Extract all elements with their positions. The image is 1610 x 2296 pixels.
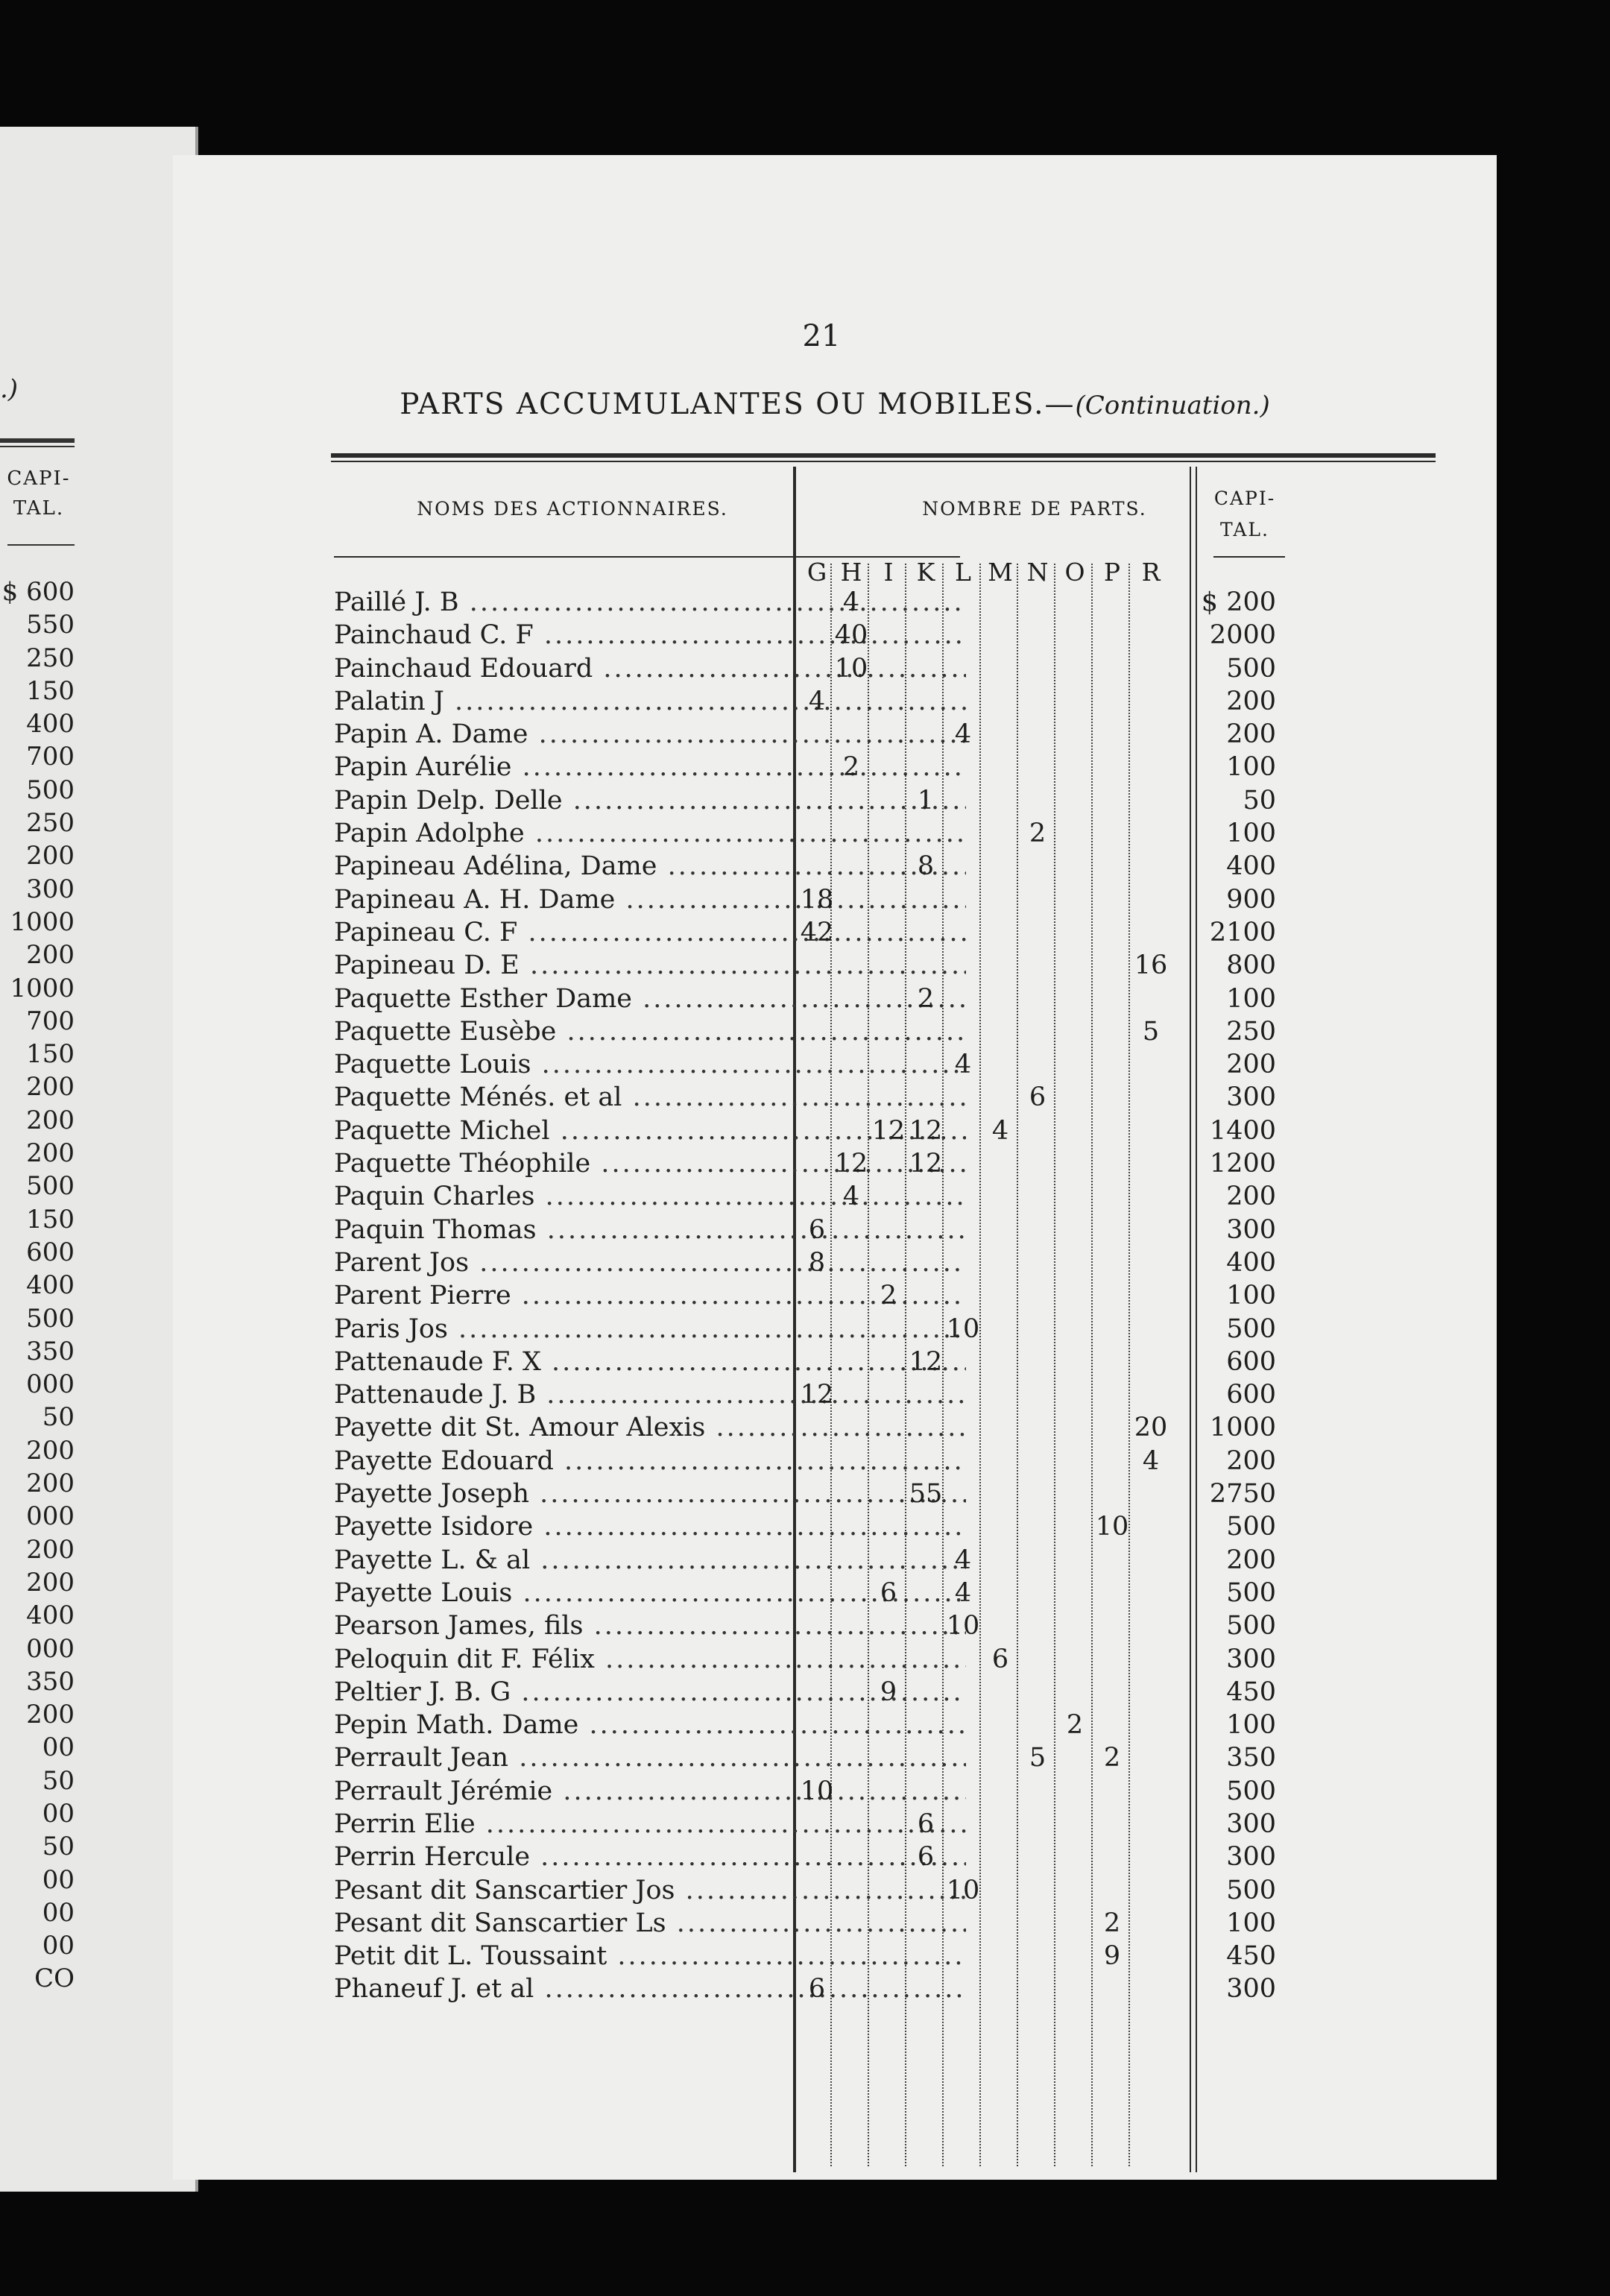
shareholder-row <box>173 1246 1497 1279</box>
previous-page-capital-value: 200 <box>26 1435 75 1466</box>
shareholder-name: Paquin Thomas ..... <box>334 1214 966 1246</box>
capital-amount: 500 <box>1226 1577 1276 1608</box>
shareholder-name: Papin Aurélie ..... <box>334 751 966 783</box>
previous-page-capital-value: 250 <box>26 643 75 673</box>
capital-amount: 200 <box>1226 1182 1276 1212</box>
capital-amount: 350 <box>1226 1743 1276 1773</box>
column-letter-k: K <box>916 558 935 587</box>
shareholder-name: Papineau D. E ..... <box>334 949 966 982</box>
shareholder-name: Petit dit L. Toussaint ..... <box>334 1940 966 1972</box>
capital-amount: 800 <box>1226 950 1276 981</box>
capital-amount: 400 <box>1226 1247 1276 1278</box>
shareholder-name: Paquette Théophile ..... <box>334 1147 966 1180</box>
column-letter-r: R <box>1141 558 1161 587</box>
page-title <box>173 388 1497 421</box>
share-count-o: 2 <box>1066 1710 1084 1741</box>
title-thick-rule <box>331 453 1436 458</box>
shareholder-row <box>173 1313 1497 1346</box>
shareholder-name: Parent Jos ..... <box>334 1246 966 1279</box>
shareholder-name: Papineau Adélina, Dame ..... <box>334 850 966 883</box>
shareholder-name: Painchaud C. F ..... <box>334 619 966 652</box>
shareholder-name: Paquette Esther Dame ..... <box>334 983 966 1015</box>
shareholder-row <box>173 1874 1497 1907</box>
capital-amount: 100 <box>1226 819 1276 849</box>
previous-page-capital-value: $ 600 <box>1 577 75 607</box>
share-count-g: 6 <box>808 1214 826 1245</box>
capital-amount: 450 <box>1226 1941 1276 1972</box>
shareholder-name: Paquette Michel ..... <box>334 1114 966 1147</box>
share-count-h: 12 <box>834 1149 868 1179</box>
share-count-n: 2 <box>1029 819 1046 849</box>
share-count-r: 16 <box>1134 950 1168 981</box>
share-count-n: 5 <box>1029 1743 1046 1773</box>
previous-page-capital-value: 400 <box>26 1270 75 1301</box>
shareholder-name: Perrault Jean ..... <box>334 1741 966 1774</box>
capital-amount: 300 <box>1226 1082 1276 1113</box>
names-header: NOMS DES ACTIONNAIRES. <box>417 498 728 520</box>
previous-page-capital-value: 350 <box>26 1336 75 1366</box>
previous-page-capital-value: 000 <box>26 1369 75 1400</box>
share-count-i: 9 <box>880 1677 897 1707</box>
shareholder-name: Payette Edouard ..... <box>334 1445 966 1477</box>
shareholder-row <box>173 1048 1497 1081</box>
previous-page-capital-value: 200 <box>26 1072 75 1103</box>
shareholder-name: Pesant dit Sanscartier Jos ..... <box>334 1874 966 1907</box>
shareholder-row <box>173 718 1497 751</box>
previous-page-capital-value: 500 <box>26 1171 75 1202</box>
previous-page-capital-value: 200 <box>26 1567 75 1598</box>
shareholder-name: Pesant dit Sanscartier Ls ..... <box>334 1907 966 1940</box>
title-main: PARTS ACCUMULANTES OU MOBILES.— <box>400 388 1076 421</box>
capital-amount: 400 <box>1226 851 1276 882</box>
shareholder-row <box>173 1709 1497 1741</box>
capital-amount: 50 <box>1243 785 1276 816</box>
share-count-h: 4 <box>842 587 860 617</box>
shareholder-name: Phaneuf J. et al ..... <box>334 1972 966 2005</box>
previous-page-capital-value: 600 <box>26 1237 75 1267</box>
shareholder-row <box>173 751 1497 783</box>
shareholder-name: Paquin Charles ..... <box>334 1180 966 1213</box>
capital-amount: 1200 <box>1209 1149 1276 1179</box>
capital-amount: 500 <box>1226 1875 1276 1905</box>
shareholder-row <box>173 1081 1497 1114</box>
shareholder-name: Papin Adolphe ..... <box>334 817 966 850</box>
shareholder-row <box>173 1577 1497 1609</box>
capital-header: CAPI- TAL. <box>1213 488 1276 540</box>
capital-amount: 300 <box>1226 1214 1276 1245</box>
shareholder-name: Payette dit St. Amour Alexis ..... <box>334 1411 966 1444</box>
shareholder-row <box>173 1147 1497 1180</box>
previous-page-capital-value: 200 <box>26 940 75 971</box>
shareholder-row <box>173 1907 1497 1940</box>
share-count-g: 12 <box>800 1380 834 1410</box>
shareholder-name: Papin A. Dame ..... <box>334 718 966 751</box>
shareholder-row <box>173 652 1497 685</box>
capital-amount: 500 <box>1226 1611 1276 1641</box>
capital-amount: 100 <box>1226 752 1276 783</box>
capital-amount: 100 <box>1226 1908 1276 1938</box>
share-count-l: 4 <box>954 1050 972 1080</box>
previous-page-capital-value: CO <box>34 1964 75 1994</box>
shareholder-row <box>173 1477 1497 1510</box>
previous-page-capital-value: 000 <box>26 1501 75 1532</box>
share-count-n: 6 <box>1029 1082 1046 1113</box>
share-count-k: 8 <box>917 851 935 882</box>
previous-page-capital-value: 50 <box>42 1402 75 1433</box>
previous-page-capital-value: 00 <box>42 1798 75 1829</box>
share-count-g: 6 <box>808 1974 826 2005</box>
previous-page-capital-value: 250 <box>26 808 75 839</box>
shareholder-name: Pattenaude J. B ..... <box>334 1378 966 1411</box>
previous-page-capital-value: 50 <box>42 1765 75 1796</box>
share-count-l: 10 <box>946 1875 980 1905</box>
previous-page-capital-value: 300 <box>26 874 75 904</box>
share-count-p: 10 <box>1095 1512 1129 1542</box>
share-count-k: 6 <box>917 1808 935 1839</box>
previous-page-capital-value: 400 <box>26 1600 75 1631</box>
shareholder-name: Pepin Math. Dame ..... <box>334 1709 966 1741</box>
previous-page-capital-value: 200 <box>26 1105 75 1135</box>
share-count-r: 20 <box>1134 1413 1168 1443</box>
shareholder-row <box>173 1214 1497 1246</box>
previous-page-capital-value: 000 <box>26 1633 75 1664</box>
shareholder-row <box>173 1741 1497 1774</box>
shareholder-row <box>173 784 1497 817</box>
previous-page-capital-value: 1000 <box>10 973 75 1003</box>
previous-page-capital-value: 200 <box>26 1534 75 1565</box>
previous-page-capital-value: 00 <box>42 1897 75 1928</box>
capital-amount: 300 <box>1226 1974 1276 2005</box>
capital-amount: 2750 <box>1209 1479 1276 1510</box>
previous-page-capital-value: 50 <box>42 1832 75 1862</box>
capital-amount: 500 <box>1226 1512 1276 1542</box>
shareholder-name: Pattenaude F. X ..... <box>334 1346 966 1378</box>
title-thin-rule <box>331 461 1436 462</box>
share-count-r: 5 <box>1142 1016 1160 1047</box>
shareholder-name: Parent Pierre ..... <box>334 1279 966 1312</box>
share-count-l: 4 <box>954 719 972 750</box>
share-count-k: 55 <box>909 1479 943 1510</box>
shareholder-row <box>173 1279 1497 1312</box>
previous-page-top-rule <box>0 438 75 443</box>
capital-amount: 300 <box>1226 1842 1276 1873</box>
previous-page-capital-value: 400 <box>26 709 75 739</box>
shareholder-name: Payette Joseph ..... <box>334 1477 966 1510</box>
capital-amount: 600 <box>1226 1380 1276 1410</box>
previous-page-fragment <box>0 127 198 2192</box>
previous-page-capital-value: 200 <box>26 1700 75 1730</box>
previous-page-capital-value: 500 <box>26 775 75 805</box>
share-count-k: 12 <box>909 1149 943 1179</box>
shareholder-name: Payette L. & al ..... <box>334 1544 966 1577</box>
shareholder-row <box>173 1114 1497 1147</box>
column-letter-o: O <box>1064 558 1085 587</box>
shareholder-row <box>173 883 1497 916</box>
column-letter-g: G <box>806 558 827 587</box>
column-letter-h: H <box>840 558 862 587</box>
previous-page-capital-value: 550 <box>26 610 75 640</box>
shareholder-row <box>173 1180 1497 1213</box>
shareholder-name: Paquette Eusèbe ..... <box>334 1015 966 1048</box>
capital-amount: 100 <box>1226 1710 1276 1741</box>
share-count-k: 2 <box>917 983 935 1014</box>
shareholder-name: Papin Delp. Delle ..... <box>334 784 966 817</box>
shares-header: NOMBRE DE PARTS. <box>922 498 1147 520</box>
capital-amount: 1400 <box>1209 1115 1276 1146</box>
shareholder-row <box>173 1676 1497 1709</box>
capital-amount: 200 <box>1226 1445 1276 1476</box>
shareholder-name: Peltier J. B. G ..... <box>334 1676 966 1709</box>
previous-page-capital-value: 150 <box>26 675 75 706</box>
previous-page-capital-value: 200 <box>26 841 75 871</box>
share-count-m: 6 <box>991 1644 1009 1674</box>
previous-page-edge-mark: .) <box>0 374 19 404</box>
shareholder-name: Perrault Jérémie ..... <box>334 1775 966 1808</box>
share-count-r: 4 <box>1142 1445 1160 1476</box>
share-count-g: 18 <box>800 884 834 915</box>
shareholder-row <box>173 1346 1497 1378</box>
previous-page-capital-value: 200 <box>26 1138 75 1169</box>
previous-page-capital-value: 500 <box>26 1303 75 1334</box>
shareholder-row <box>173 1643 1497 1676</box>
capital-amount: 200 <box>1226 719 1276 750</box>
capital-amount: 300 <box>1226 1644 1276 1674</box>
shareholder-row <box>173 586 1497 619</box>
capital-amount: 450 <box>1226 1677 1276 1707</box>
shareholder-row <box>173 619 1497 652</box>
shareholder-name: Papineau A. H. Dame ..... <box>334 883 966 916</box>
share-count-h: 40 <box>834 620 868 651</box>
capital-amount: $ 200 <box>1201 587 1276 617</box>
shareholder-row <box>173 1378 1497 1411</box>
previous-page-capital-value: 150 <box>26 1204 75 1234</box>
previous-page-capital-values <box>0 575 75 1996</box>
title-continuation: (Continuation.) <box>1075 391 1270 420</box>
share-count-p: 2 <box>1103 1743 1121 1773</box>
shareholder-row <box>173 1544 1497 1577</box>
capital-amount: 2100 <box>1209 917 1276 947</box>
previous-page-capital-value: 00 <box>42 1931 75 1961</box>
shareholder-row <box>173 685 1497 718</box>
previous-page-capital-value: 150 <box>26 1039 75 1070</box>
share-count-i: 6 <box>880 1577 897 1608</box>
share-count-k: 6 <box>917 1842 935 1873</box>
previous-page-top-rule-thin <box>0 446 75 447</box>
shareholder-row <box>173 1972 1497 2005</box>
shareholder-row <box>173 1510 1497 1543</box>
capital-amount: 250 <box>1226 1016 1276 1047</box>
shareholder-row <box>173 1411 1497 1444</box>
capital-amount: 200 <box>1226 686 1276 716</box>
capital-amount: 500 <box>1226 1313 1276 1344</box>
shareholder-row <box>173 916 1497 949</box>
previous-page-capital-value: 700 <box>26 1006 75 1036</box>
shareholder-name: Paillé J. B ..... <box>334 586 966 619</box>
capital-amount: 900 <box>1226 884 1276 915</box>
shareholder-name: Peloquin dit F. Félix ..... <box>334 1643 966 1676</box>
column-letter-l: L <box>955 558 971 587</box>
shareholder-name: Paris Jos ..... <box>334 1313 966 1346</box>
share-count-k: 12 <box>909 1115 943 1146</box>
share-count-h: 10 <box>834 653 868 684</box>
shareholder-name: Paquette Ménés. et al ..... <box>334 1081 966 1114</box>
share-count-l: 10 <box>946 1611 980 1641</box>
shareholder-row <box>173 817 1497 850</box>
previous-page-capital-value: 00 <box>42 1864 75 1895</box>
capital-amount: 100 <box>1226 1281 1276 1311</box>
capital-amount: 500 <box>1226 653 1276 684</box>
share-count-g: 4 <box>808 686 826 716</box>
shareholder-row <box>173 983 1497 1015</box>
shareholder-name: Painchaud Edouard ..... <box>334 652 966 685</box>
capital-amount: 500 <box>1226 1776 1276 1806</box>
previous-page-capital-value: 1000 <box>10 906 75 937</box>
share-count-l: 10 <box>946 1313 980 1344</box>
previous-page-capital-value: 700 <box>26 742 75 772</box>
share-count-h: 2 <box>842 752 860 783</box>
share-count-m: 4 <box>991 1115 1009 1146</box>
shareholder-row <box>173 949 1497 982</box>
ledger-page <box>173 155 1497 2180</box>
capital-amount: 200 <box>1226 1545 1276 1575</box>
share-count-i: 12 <box>871 1115 906 1146</box>
share-count-g: 8 <box>808 1247 826 1278</box>
share-count-i: 2 <box>880 1281 897 1311</box>
share-count-p: 9 <box>1103 1941 1121 1972</box>
shareholder-name: Palatin J ..... <box>334 685 966 718</box>
share-count-l: 4 <box>954 1577 972 1608</box>
previous-page-capital-value: 00 <box>42 1732 75 1763</box>
capital-amount: 2000 <box>1209 620 1276 651</box>
shareholder-row <box>173 1015 1497 1048</box>
share-count-l: 4 <box>954 1545 972 1575</box>
shareholder-name: Payette Isidore ..... <box>334 1510 966 1543</box>
share-count-h: 4 <box>842 1182 860 1212</box>
shareholder-row <box>173 1445 1497 1477</box>
share-count-p: 2 <box>1103 1908 1121 1938</box>
page-number: 21 <box>802 319 841 353</box>
previous-page-capital-value: 350 <box>26 1666 75 1697</box>
shareholder-row <box>173 850 1497 883</box>
share-column-letters <box>173 558 1497 587</box>
share-count-k: 12 <box>909 1346 943 1377</box>
shareholder-name: Perrin Elie ..... <box>334 1808 966 1841</box>
share-count-g: 42 <box>800 917 834 947</box>
shareholder-row <box>173 1609 1497 1642</box>
shareholder-row <box>173 1775 1497 1808</box>
shareholder-row <box>173 1940 1497 1972</box>
shareholder-name: Pearson James, fils ..... <box>334 1609 966 1642</box>
shareholder-row <box>173 1841 1497 1873</box>
shareholder-name: Paquette Louis ..... <box>334 1048 966 1081</box>
column-letter-p: P <box>1103 558 1121 587</box>
capital-amount: 300 <box>1226 1808 1276 1839</box>
shareholder-name: Perrin Hercule ..... <box>334 1841 966 1873</box>
shareholder-name: Papineau C. F ..... <box>334 916 966 949</box>
column-letter-m: M <box>988 558 1013 587</box>
shareholder-row <box>173 1808 1497 1841</box>
capital-amount: 1000 <box>1209 1413 1276 1443</box>
capital-amount: 600 <box>1226 1346 1276 1377</box>
previous-page-header-rule <box>7 544 75 546</box>
capital-amount: 100 <box>1226 983 1276 1014</box>
previous-page-capital-header: CAPI- TAL. <box>7 467 71 520</box>
share-count-k: 1 <box>917 785 935 816</box>
share-count-g: 10 <box>800 1776 834 1806</box>
previous-page-capital-value: 200 <box>26 1469 75 1499</box>
column-letter-i: I <box>883 558 894 587</box>
shareholder-name: Payette Louis ..... <box>334 1577 966 1609</box>
capital-amount: 200 <box>1226 1050 1276 1080</box>
column-letter-n: N <box>1026 558 1049 587</box>
shareholder-rows <box>173 586 1497 2006</box>
